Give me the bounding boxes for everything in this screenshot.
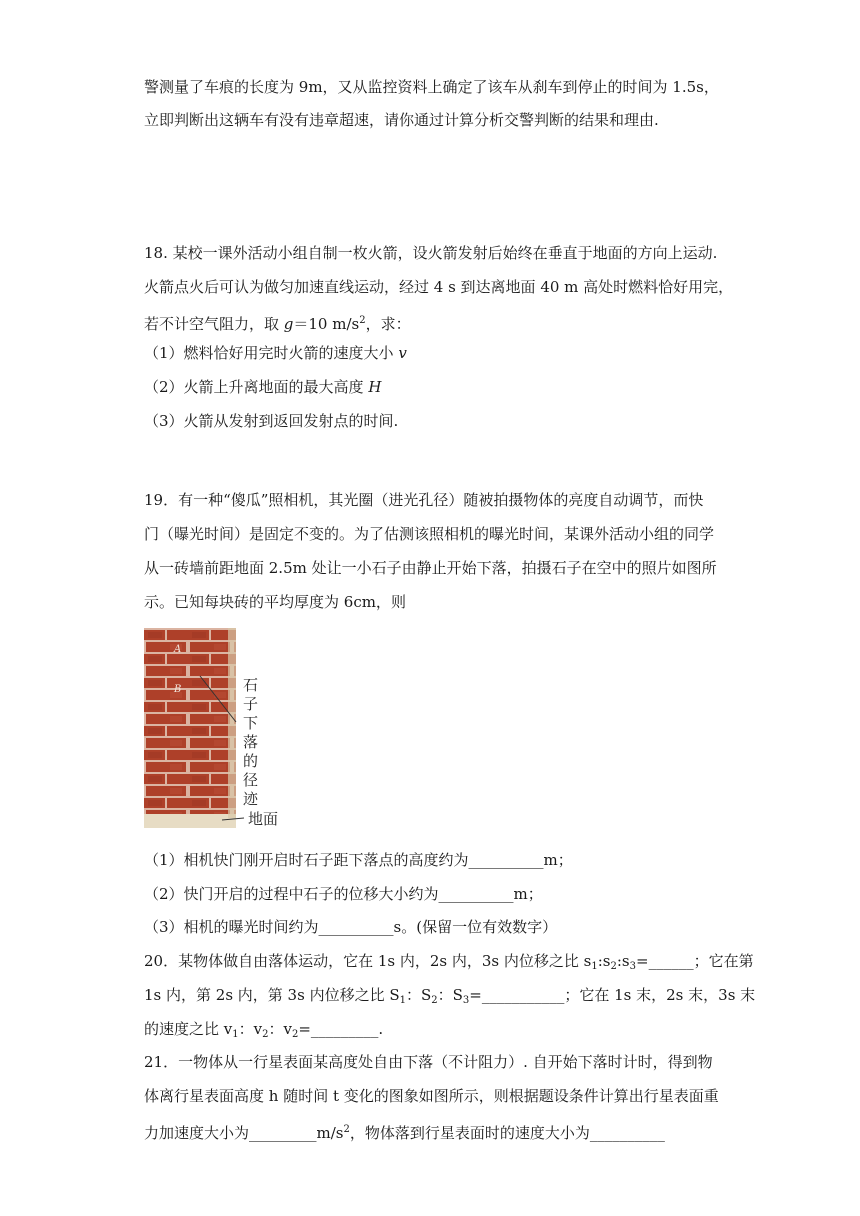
q20-text-line: [144, 985, 756, 1011]
q19-text-line: 门（曝光时间）是固定不变的。为了估测该照相机的曝光时间，某课外活动小组的同学: [144, 525, 715, 543]
q20-text-line: [144, 1019, 724, 1045]
q17-text-line: 警测量了车痕的长度为 9m，又从监控资料上确定了该车从刹车到停止的时间为 1.5s，: [144, 78, 719, 96]
q18-subquestion-3: （3）火箭从发射到返回发射点的时间.: [144, 412, 399, 430]
text-run: ＝10 m/s: [293, 315, 360, 333]
subscript: 2: [262, 1029, 269, 1040]
subscript: 1: [399, 995, 406, 1006]
gravity-symbol: g: [283, 315, 294, 333]
q18-subquestion-2: [144, 377, 724, 397]
q19-subquestion-2: （2）快门开启的过程中石子的位移大小约为__________m；: [144, 885, 543, 903]
brick-wall-figure: [144, 628, 304, 832]
q18-text-line: 火箭点火后可认为做匀加速直线运动，经过 4 s 到达离地面 40 m 高处时燃料恰好用完，: [144, 278, 734, 296]
q21-text-line: [144, 1120, 724, 1143]
text-run: =___________；它在 1s 末，2s 末，3s 末: [469, 986, 756, 1004]
text-run: :s: [616, 952, 630, 970]
text-run: ：v: [268, 1020, 292, 1038]
q19-subquestion-3: （3）相机的曝光时间约为__________s。(保留一位有效数字）: [144, 918, 558, 936]
ground-label: 地面: [248, 810, 279, 828]
text-run: （2）火箭上升离地面的最大高度: [144, 378, 369, 396]
q20-text-line: [144, 951, 754, 977]
subscript: 3: [629, 961, 637, 972]
q19-text-line: 从一砖墙前距地面 2.5m 处让一小石子由静止开始下落，拍摄石子在空中的照片如图所: [144, 559, 717, 577]
variable: H: [368, 378, 382, 396]
text-run: 的速度之比 v: [144, 1020, 233, 1038]
text-run: ：v: [238, 1020, 263, 1038]
text-run: =______；它在第: [636, 952, 754, 970]
q18-text-line: [144, 311, 724, 334]
q21-text-line: 体离行星表面高度 h 随时间 t 变化的图象如图所示，则根据题设条件计算出行星表面重: [144, 1087, 719, 1105]
text-run: 20．某物体做自由落体运动，它在 1s 内，2s 内，3s 内位移之比 s: [144, 952, 592, 970]
text-run: 1s 内，第 2s 内，第 3s 内位移之比 S: [144, 986, 400, 1004]
stone-path-label: 石子下落的径迹: [243, 676, 259, 808]
point-b-label: B: [174, 684, 182, 695]
variable: v: [398, 344, 407, 362]
q19-text-line: 19．有一种“傻瓜”照相机，其光圈（进光孔径）随被拍摄物体的亮度自动调节，而快: [144, 491, 704, 509]
text-run: ，求：: [365, 315, 411, 333]
text-run: 力加速度大小为_________m/s: [144, 1124, 344, 1142]
subscript: 2: [431, 995, 438, 1006]
text-run: ，物体落到行星表面时的速度大小为__________: [349, 1124, 665, 1142]
text-run: （1）燃料恰好用完时火箭的速度大小: [144, 344, 399, 362]
text-run: ：S: [405, 986, 432, 1004]
q17-text-line: 立即判断出这辆车有没有违章超速，请你通过计算分析交警判断的结果和理由.: [144, 111, 659, 129]
subscript: 1: [591, 961, 598, 972]
q19-subquestion-1: （1）相机快门刚开启时石子距下落点的高度约为__________m；: [144, 851, 573, 869]
subscript: 2: [610, 961, 617, 972]
subscript: 1: [232, 1029, 239, 1040]
subscript: 3: [462, 995, 470, 1006]
text-run: ：S: [437, 986, 463, 1004]
text-run: 若不计空气阻力，取: [144, 315, 284, 333]
q21-text-line: 21．一物体从一行星表面某高度处自由下落（不计阻力）. 自开始下落时计时，得到物: [144, 1053, 713, 1071]
brick-wall-photo: [144, 628, 236, 828]
q18-text-line: 18. 某校一课外活动小组自制一枚火箭，设火箭发射后始终在垂直于地面的方向上运动.: [144, 244, 718, 262]
q18-subquestion-1: [144, 343, 724, 363]
superscript: 2: [359, 315, 366, 326]
text-run: :s: [597, 952, 611, 970]
superscript: 2: [343, 1124, 350, 1135]
point-a-label: A: [174, 644, 182, 655]
subscript: 2: [291, 1029, 299, 1040]
q19-text-line: 示。已知每块砖的平均厚度为 6cm，则: [144, 593, 406, 611]
text-run: =_________.: [298, 1020, 384, 1038]
